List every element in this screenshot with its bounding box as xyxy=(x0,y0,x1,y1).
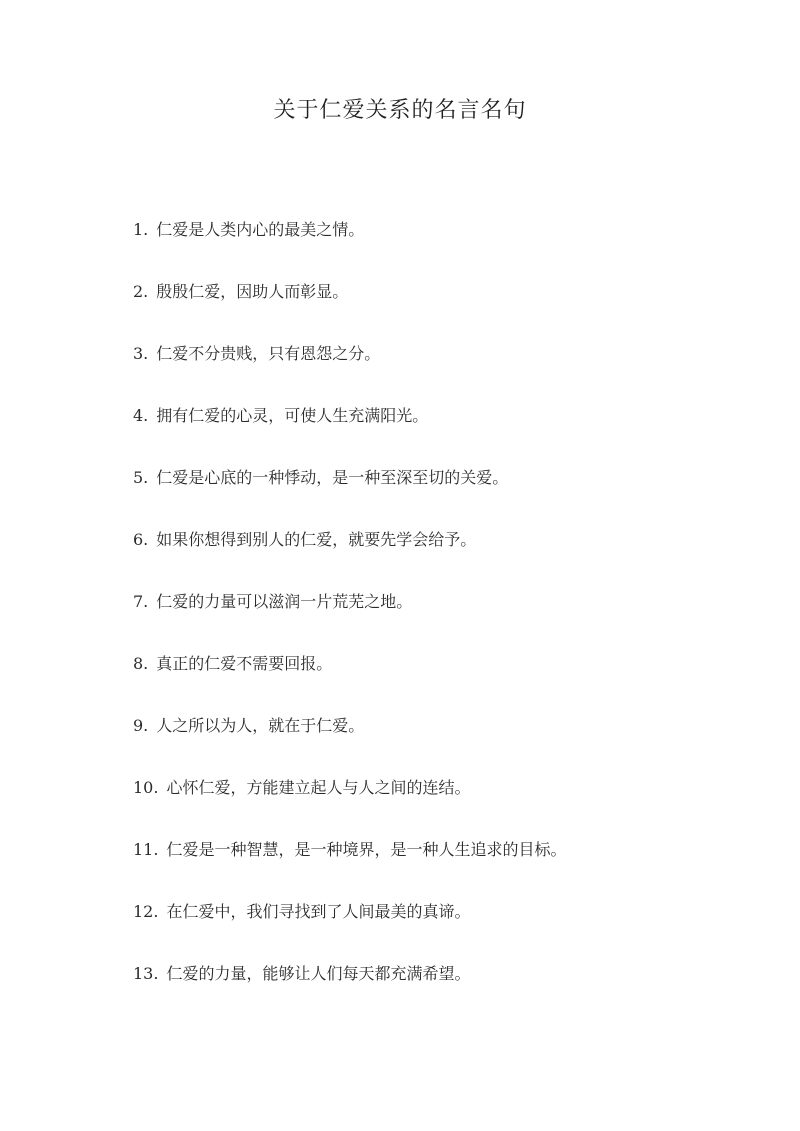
list-item xyxy=(133,900,733,962)
list-item xyxy=(133,342,733,404)
quote-text: 在仁爱中，我们寻找到了人间最美的真谛。 xyxy=(166,902,471,921)
quote-number: 8. xyxy=(133,654,149,673)
quote-number: 1. xyxy=(133,220,149,239)
quote-number: 4. xyxy=(133,406,149,425)
list-item xyxy=(133,838,733,900)
quote-text: 人之所以为人，就在于仁爱。 xyxy=(156,716,365,735)
page-title: 关于仁爱关系的名言名句 xyxy=(273,98,527,123)
quote-number: 2. xyxy=(133,282,149,301)
quote-text: 仁爱不分贵贱，只有恩怨之分。 xyxy=(156,344,381,363)
list-item xyxy=(133,776,733,838)
quote-number: 9. xyxy=(133,716,149,735)
list-item xyxy=(133,714,733,776)
quote-text: 殷殷仁爱，因助人而彰显。 xyxy=(156,282,349,301)
quote-list xyxy=(133,218,733,1024)
quote-number: 5. xyxy=(133,468,149,487)
list-item xyxy=(133,590,733,652)
quote-number: 6. xyxy=(133,530,149,549)
quote-number: 3. xyxy=(133,344,149,363)
list-item xyxy=(133,962,733,1024)
quote-text: 如果你想得到别人的仁爱，就要先学会给予。 xyxy=(156,530,477,549)
list-item xyxy=(133,466,733,528)
quote-number: 12. xyxy=(133,902,159,921)
list-item xyxy=(133,280,733,342)
list-item xyxy=(133,218,733,280)
quote-number: 10. xyxy=(133,778,159,797)
quote-number: 13. xyxy=(133,964,159,983)
list-item xyxy=(133,652,733,714)
quote-text: 拥有仁爱的心灵，可使人生充满阳光。 xyxy=(156,406,429,425)
quote-text: 真正的仁爱不需要回报。 xyxy=(156,654,333,673)
list-item xyxy=(133,528,733,590)
quote-text: 心怀仁爱，方能建立起人与人之间的连结。 xyxy=(166,778,471,797)
quote-number: 7. xyxy=(133,592,149,611)
quote-text: 仁爱是人类内心的最美之情。 xyxy=(156,220,365,239)
quote-text: 仁爱是一种智慧，是一种境界，是一种人生追求的目标。 xyxy=(166,840,567,859)
quote-text: 仁爱是心底的一种悸动，是一种至深至切的关爱。 xyxy=(156,468,509,487)
quote-text: 仁爱的力量，能够让人们每天都充满希望。 xyxy=(166,964,471,983)
quote-number: 11. xyxy=(133,840,159,859)
quote-text: 仁爱的力量可以滋润一片荒芜之地。 xyxy=(156,592,413,611)
list-item xyxy=(133,404,733,466)
